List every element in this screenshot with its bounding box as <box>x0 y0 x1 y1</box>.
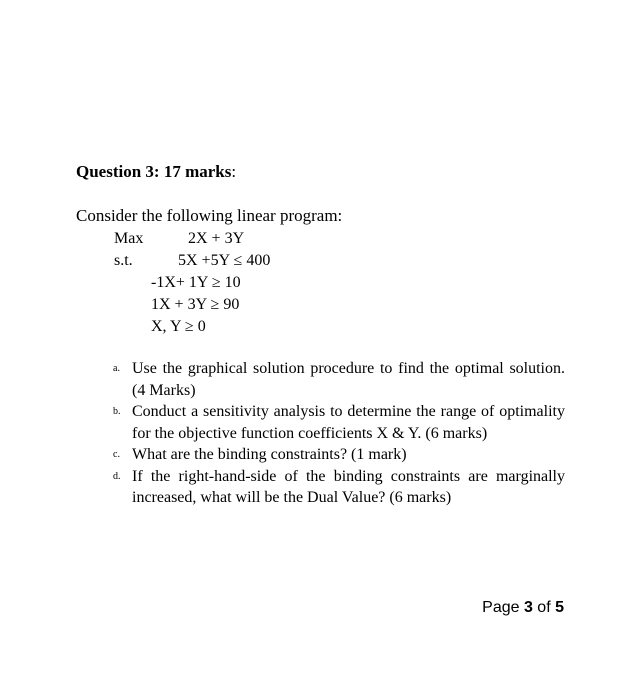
intro-text: Consider the following linear program: <box>76 206 343 225</box>
question-title-colon: : <box>231 162 237 181</box>
constraint-1: 5X +5Y ≤ 400 <box>178 252 271 269</box>
question-text: Conduct a sensitivity analysis to determine the range of optimality for the objective function coefficients X & Y. (6 marks) <box>132 403 565 442</box>
question-text: What are the binding constraints? (1 mark) <box>132 446 407 463</box>
constraint-3: 1X + 3Y ≥ 90 <box>151 296 240 313</box>
question-item-d <box>113 466 565 509</box>
constraint-2: -1X+ 1Y ≥ 10 <box>151 274 241 291</box>
question-item-a <box>113 358 565 401</box>
page-number <box>482 598 564 618</box>
question-text: If the right-hand-side of the binding constraints are marginally increased, what will be the Dual Value? (6 marks) <box>132 467 565 506</box>
question-item-c <box>113 444 565 466</box>
subject-to-label: s.t. <box>114 252 133 269</box>
page-number-current: 3 <box>523 599 533 616</box>
question-marker: b. <box>113 406 121 417</box>
nonnegativity-constraint: X, Y ≥ 0 <box>151 318 206 335</box>
question-marker: d. <box>113 470 121 482</box>
question-marker: a. <box>113 363 120 374</box>
objective-label: Max <box>114 230 144 247</box>
page-number-middle: of <box>532 599 556 616</box>
question-marker: c. <box>113 449 120 460</box>
page-number-total: 5 <box>555 599 564 616</box>
question-heading <box>76 162 236 182</box>
question-title: Question 3: 17 marks <box>76 162 232 181</box>
question-text: Use the graphical solution procedure to find the optimal solution. (4 Marks) <box>132 360 565 399</box>
question-item-b <box>113 401 565 444</box>
objective-expression: 2X + 3Y <box>188 230 245 247</box>
page-number-prefix: Page <box>482 599 524 616</box>
question-list <box>113 358 565 509</box>
